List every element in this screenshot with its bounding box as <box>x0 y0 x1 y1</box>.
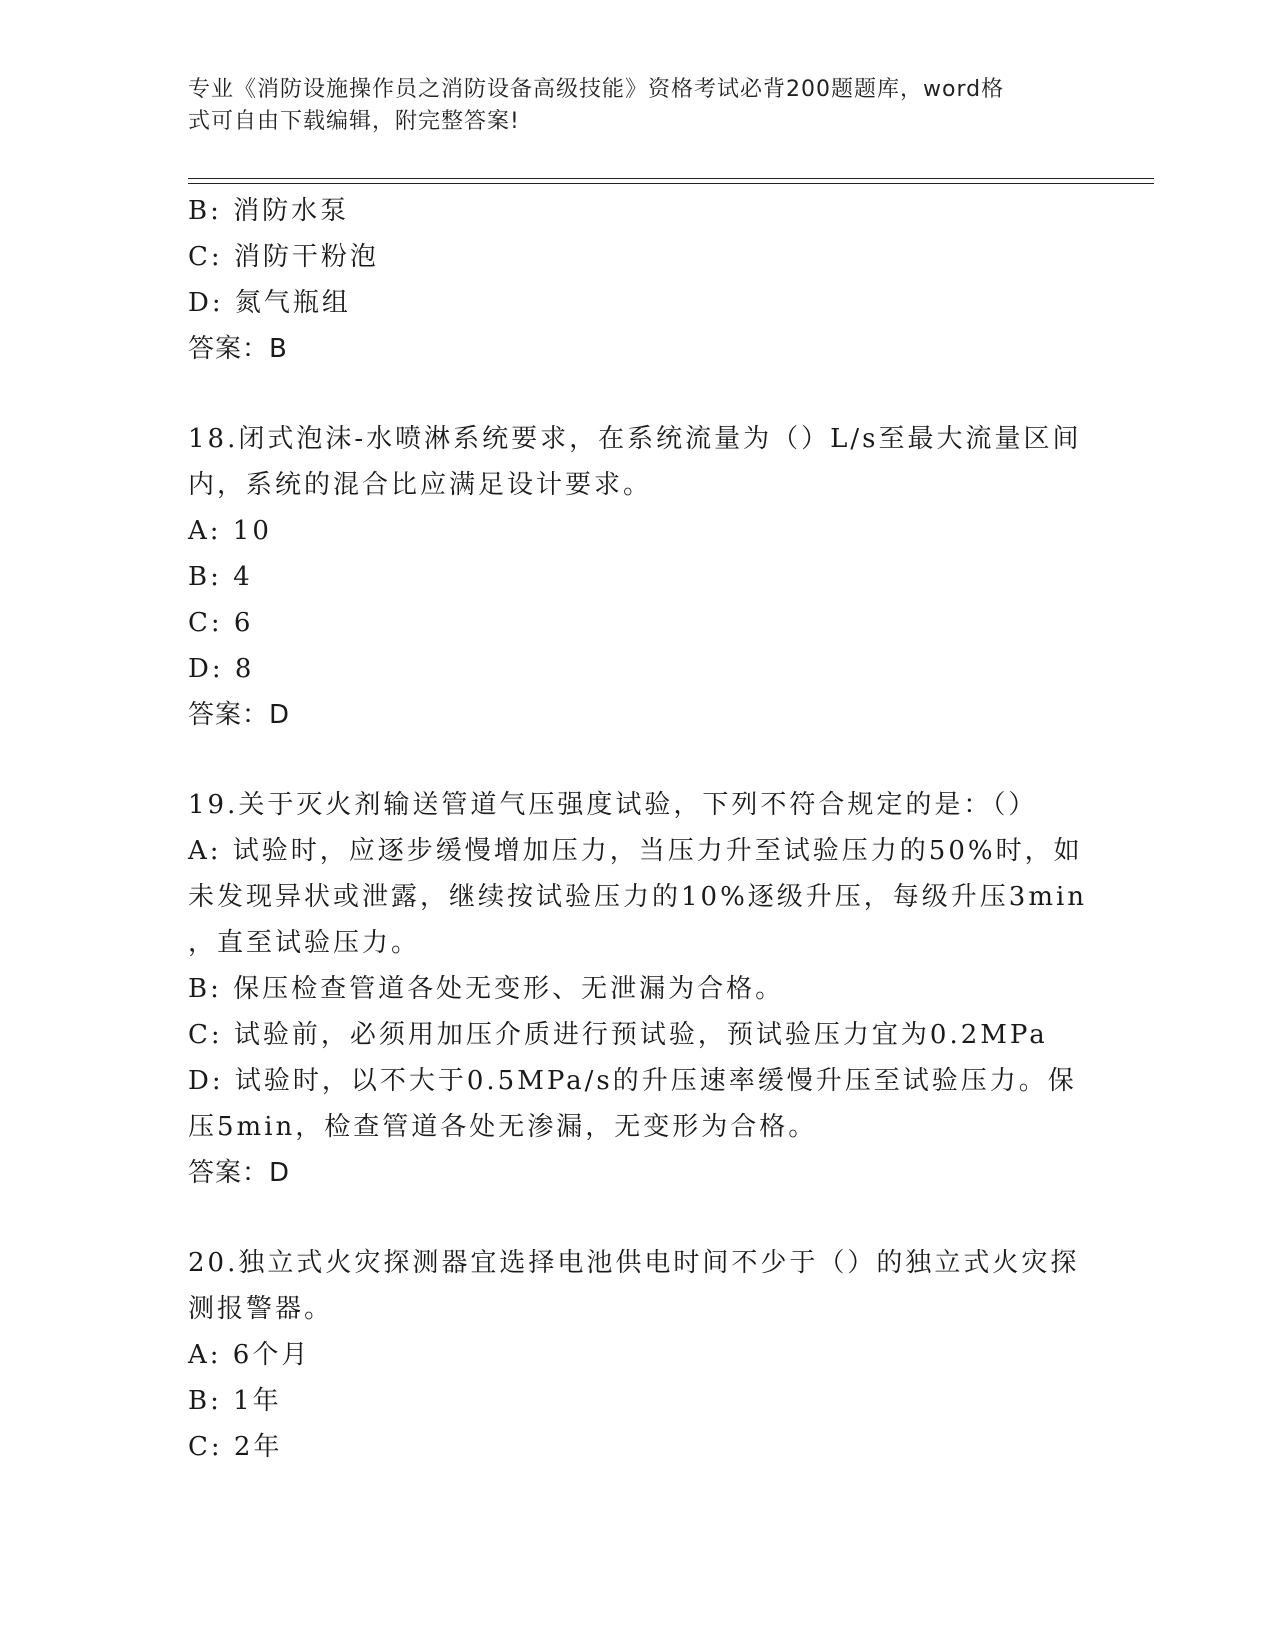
spacer <box>188 1196 1088 1240</box>
question-17 <box>188 188 1088 372</box>
option-a-line-1: A: 试验时，应逐步缓慢增加压力，当压力升至试验压力的50%时，如 <box>188 836 1083 866</box>
question-text-line-1: 20.独立式火灾探测器宜选择电池供电时间不少于（）的独立式火灾探 <box>188 1248 1080 1278</box>
header-divider-top <box>188 178 1154 179</box>
option-b: B: 消防水泵 <box>188 196 350 226</box>
header-divider-bottom <box>188 183 1154 184</box>
answer: 答案：D <box>188 700 291 730</box>
answer: 答案：B <box>188 334 288 364</box>
option-c: C: 消防干粉泡 <box>188 242 379 272</box>
option-c: C: 6 <box>188 608 254 638</box>
option-a: A: 6个月 <box>188 1340 311 1370</box>
answer: 答案：D <box>188 1158 291 1188</box>
option-b: B: 4 <box>188 562 253 592</box>
option-c: C: 试验前，必须用加压介质进行预试验，预试验压力宜为0.2MPa <box>188 1020 1048 1050</box>
question-18 <box>188 416 1088 738</box>
question-text-line-1: 18.闭式泡沫-水喷淋系统要求，在系统流量为（）L/s至最大流量区间 <box>188 424 1082 454</box>
option-d-line-2: 压5min，检查管道各处无渗漏，无变形为合格。 <box>188 1112 818 1142</box>
question-text-line-2: 测报警器。 <box>188 1294 334 1324</box>
option-d: D: 8 <box>188 654 255 684</box>
header-line-2: 式可自由下载编辑，附完整答案! <box>188 109 520 134</box>
header-line-1: 专业《消防设施操作员之消防设备高级技能》资格考试必背200题题库，word格 <box>188 77 1005 102</box>
question-content <box>188 188 1088 1470</box>
spacer <box>188 372 1088 416</box>
question-text-line-2: 内，系统的混合比应满足设计要求。 <box>188 470 653 500</box>
option-a: A: 10 <box>188 516 272 546</box>
option-d-line-1: D: 试验时，以不大于0.5MPa/s的升压速率缓慢升压至试验压力。保 <box>188 1066 1077 1096</box>
option-c: C: 2年 <box>188 1432 283 1462</box>
question-20 <box>188 1240 1088 1470</box>
option-d: D: 氮气瓶组 <box>188 288 351 318</box>
question-19 <box>188 782 1088 1196</box>
question-text-line-1: 19.关于灭火剂输送管道气压强度试验，下列不符合规定的是：（） <box>188 790 1038 820</box>
spacer <box>188 738 1088 782</box>
option-a-line-3: ，直至试验压力。 <box>188 928 421 958</box>
option-a-line-2: 未发现异状或泄露，继续按试验压力的10%逐级升压，每级升压3min <box>188 882 1088 912</box>
option-b: B: 1年 <box>188 1386 282 1416</box>
option-b: B: 保压检查管道各处无变形、无泄漏为合格。 <box>188 974 785 1004</box>
document-header <box>188 74 1068 138</box>
